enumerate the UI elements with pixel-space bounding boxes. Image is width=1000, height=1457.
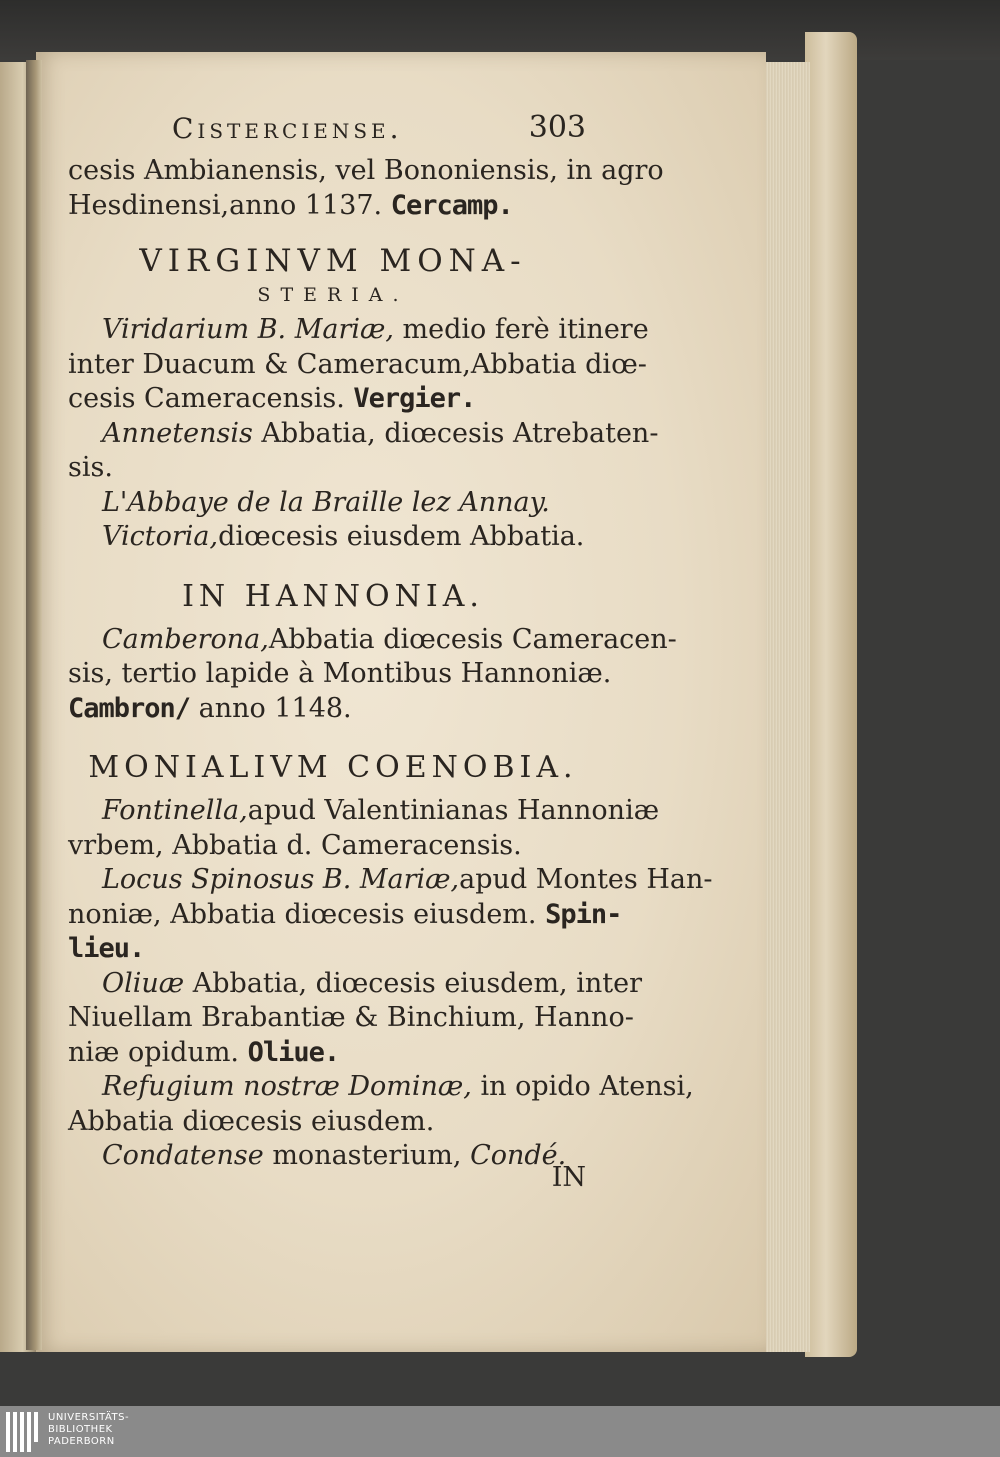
text-line: Condatense monasterium, Condé. <box>102 1140 567 1171</box>
text-line: cesis Cameracensis. Vergier. <box>68 383 476 414</box>
library-logo-icon <box>6 1412 38 1452</box>
text-line: Victoria,diœcesis eiusdem Abbatia. <box>102 521 585 552</box>
book-cover-edge <box>805 32 857 1357</box>
section-heading: VIRGINVM MONA- <box>139 243 527 279</box>
text-line: inter Duacum & Cameracum,Abbatia diœ- <box>68 348 647 380</box>
text-line: Hesdinensi,anno 1137. Cercamp. <box>68 189 513 221</box>
text-line: Locus Spinosus B. Mariæ,apud Montes Han- <box>102 864 713 895</box>
page-text <box>68 108 713 1193</box>
text-line: Fontinella,apud Valentinianas Hannoniæ <box>102 795 660 826</box>
page-header <box>68 108 598 154</box>
text-line: sis. <box>68 452 113 483</box>
library-footer <box>0 1406 1000 1457</box>
text-line: Camberona,Abbatia diœcesis Cameracen- <box>102 623 677 655</box>
text-line: sis, tertio lapide à Montibus Hannoniæ. <box>68 658 612 689</box>
text-line: cesis Ambianensis, vel Bononiensis, in agro <box>68 155 664 186</box>
page-number: 303 <box>528 110 586 145</box>
section-heading-cont: STERIA. <box>257 284 409 306</box>
text-line: niæ opidum. Oliue. <box>68 1036 340 1068</box>
text-line: lieu. <box>68 933 145 964</box>
text-line: Refugium nostræ Dominæ, in opido Atensi, <box>102 1071 694 1102</box>
binding-gutter <box>26 60 42 1350</box>
text-line: Annetensis Abbatia, diœcesis Atrebaten- <box>102 417 659 449</box>
running-title: Cisterciense. <box>172 112 403 145</box>
text-line: Cambron/ anno 1148. <box>68 692 352 724</box>
catchword: IN <box>551 1162 586 1193</box>
section-heading: IN HANNONIA. <box>182 578 484 614</box>
text-line: noniæ, Abbatia diœcesis eiusdem. Spin- <box>68 898 622 930</box>
text-line: vrbem, Abbatia d. Cameracensis. <box>68 829 522 861</box>
text-line: L'Abbaye de la Braille lez Annay. <box>102 486 550 518</box>
section-heading: MONIALIVM COENOBIA. <box>88 750 578 785</box>
text-line: Niuellam Brabantiæ & Binchium, Hanno- <box>68 1002 634 1033</box>
page-block-edges <box>760 62 810 1352</box>
text-line: Viridarium B. Mariæ, medio ferè itinere <box>102 314 649 345</box>
text-line: Oliuæ Abbatia, diœcesis eiusdem, inter <box>102 967 642 999</box>
text-line: Abbatia diœcesis eiusdem. <box>68 1105 435 1137</box>
library-name: UNIVERSITÄTS- BIBLIOTHEK PADERBORN <box>48 1412 130 1447</box>
